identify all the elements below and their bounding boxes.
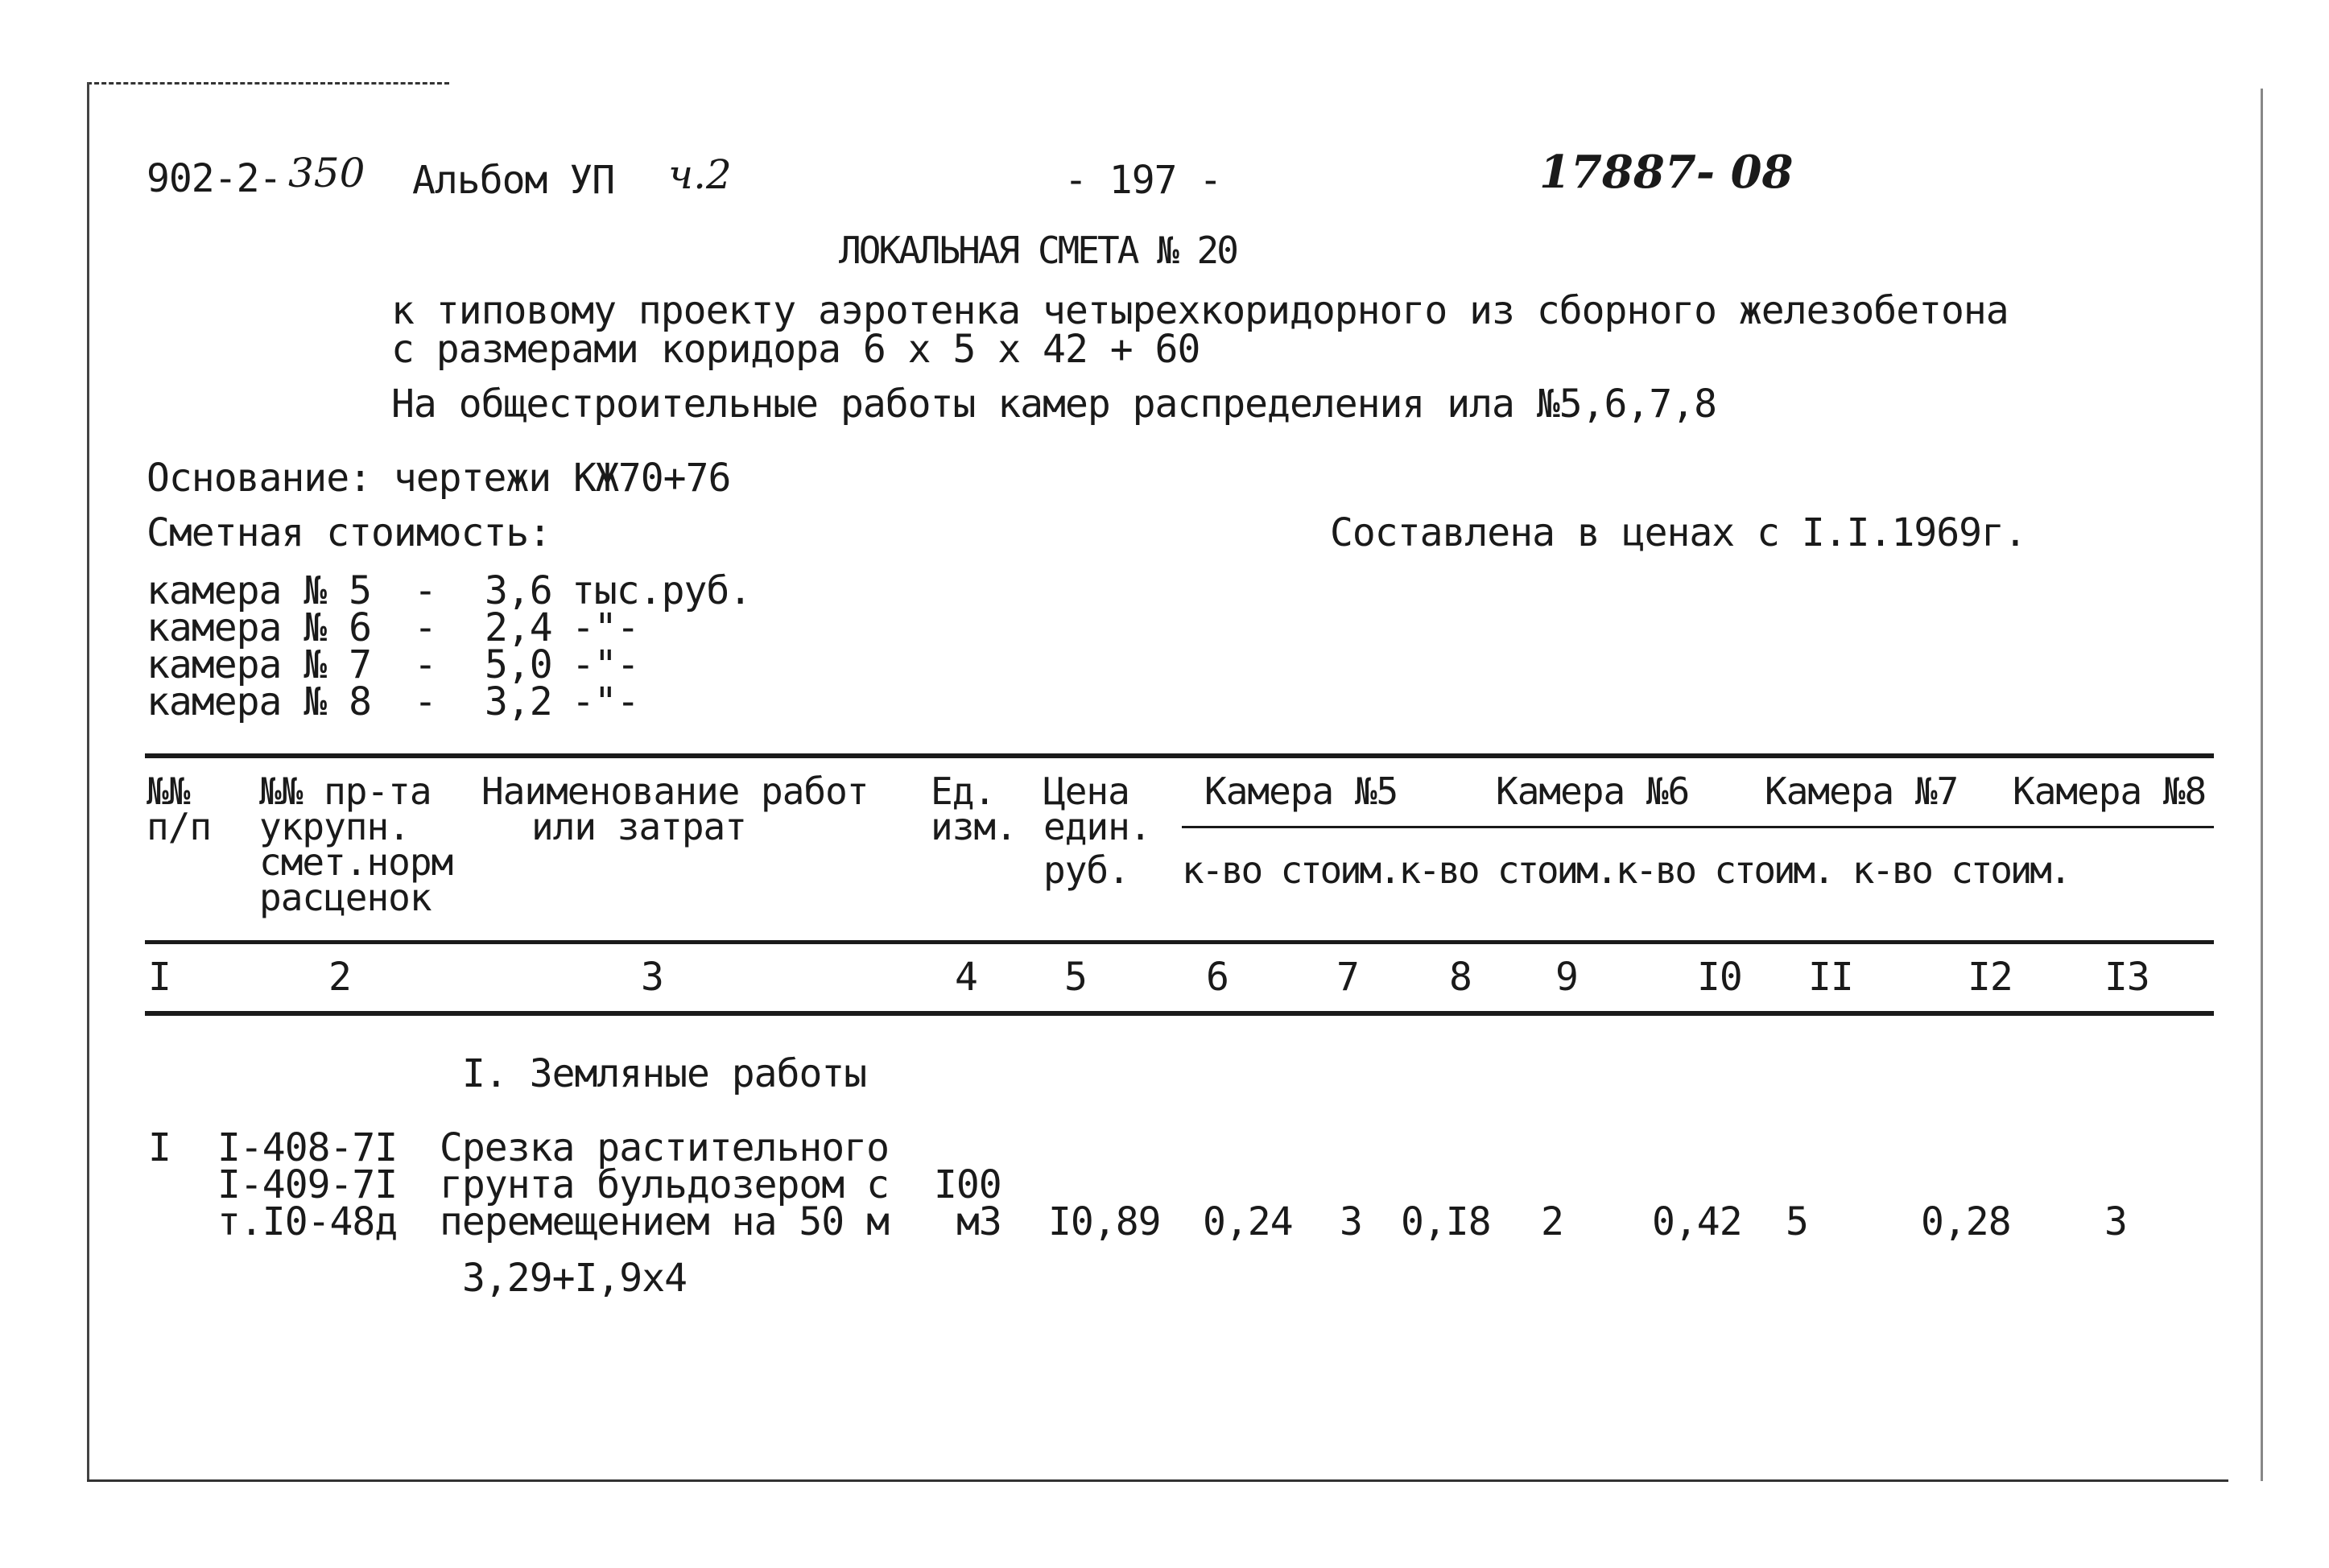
estimate-title: ЛОКАЛЬНАЯ СМЕТА № 20 [839, 229, 1237, 272]
column-number-12: I2 [1968, 955, 2013, 1000]
camera-5-unit: тыс.руб. [572, 568, 752, 613]
row-number: I [148, 1125, 171, 1170]
basis-text: Основание: чертежи КЖ70+76 [147, 456, 731, 501]
right-border [2261, 89, 2263, 1481]
camera-8-value: 3,2 [485, 679, 552, 724]
column-number-13: I3 [2104, 955, 2149, 1000]
cost-label: Сметная стоимость: [147, 510, 551, 555]
camera-6-unit: -"- [572, 605, 639, 650]
camera-6-cost: 2 [1541, 1199, 1563, 1244]
column-number-7: 7 [1336, 955, 1359, 1000]
row-calculation-note: 3,29+I,9х4 [462, 1256, 687, 1301]
doc-number-handwritten: 17887- 08 [1539, 146, 1794, 199]
column-number-6: 6 [1206, 955, 1229, 1000]
bottom-border [87, 1479, 2228, 1482]
column-number-5: 5 [1064, 955, 1087, 1000]
camera-7-value: 5,0 [485, 642, 552, 687]
header-col3-line1: Наименование работ [481, 770, 869, 813]
top-border [87, 82, 449, 85]
row-name-1: Срезка растительного [440, 1125, 889, 1170]
page-number: - 197 - [1064, 158, 1222, 203]
header-col2-line3: смет.норм [259, 840, 453, 884]
column-number-9: 9 [1555, 955, 1578, 1000]
title-line-2: с размерами коридора 6 х 5 х 42 + 60 [391, 327, 1200, 372]
header-col5-line3: руб. [1043, 848, 1129, 892]
camera-8-dash: - [414, 679, 436, 724]
camera-8-label: камера № 8 [147, 679, 371, 724]
row-unit-1: I00 [934, 1162, 1001, 1207]
column-numbers-bottom-rule [145, 1011, 2214, 1016]
table-top-rule [145, 753, 2214, 758]
camera-5-dash: - [414, 568, 436, 613]
camera-6-dash: - [414, 605, 436, 650]
header-camera-7: Камера №7 [1765, 770, 1959, 813]
row-price: I0,89 [1048, 1199, 1161, 1244]
header-camera-6: Камера №6 [1496, 770, 1690, 813]
left-border [87, 82, 89, 1481]
camera-6-quantity: 0,I8 [1401, 1199, 1491, 1244]
camera-6-value: 2,4 [485, 605, 552, 650]
camera-5-quantity: 0,24 [1203, 1199, 1293, 1244]
header-col1-line1: №№ [147, 770, 190, 813]
camera-8-cost: 3 [2104, 1199, 2127, 1244]
header-col5-line2: един. [1043, 805, 1151, 848]
doc-code-handwritten: 350 [288, 150, 365, 196]
section-title: I. Земляные работы [462, 1051, 867, 1096]
camera-5-cost: 3 [1340, 1199, 1362, 1244]
camera-7-quantity: 0,42 [1652, 1199, 1742, 1244]
header-col2-line4: расценок [259, 876, 432, 919]
row-unit-2: м3 [956, 1199, 1001, 1244]
header-qty-cost-subheader: к-во стоим.к-во стоим.к-во стоим. к-во стоим. [1182, 848, 2070, 892]
camera-5-value: 3,6 [485, 568, 552, 613]
column-number-11: II [1808, 955, 1853, 1000]
title-line-3: На общестроительные работы камер распределения ила №5,6,7,8 [391, 382, 1717, 427]
column-number-8: 8 [1449, 955, 1472, 1000]
column-number-3: 3 [641, 955, 663, 1000]
camera-8-quantity: 0,28 [1921, 1199, 2011, 1244]
row-code-3: т.I0-48д [217, 1199, 398, 1244]
camera-6-label: камера № 6 [147, 605, 371, 650]
title-line-1: к типовому проекту аэротенка четырехкоридорного из сборного железобетона [391, 288, 2009, 333]
column-number-4: 4 [955, 955, 977, 1000]
header-col3-line2: или затрат [531, 805, 746, 848]
header-col5-line1: Цена [1043, 770, 1129, 813]
album-label: Альбом УП [412, 158, 615, 203]
compiled-prices: Составлена в ценах с I.I.1969г. [1330, 510, 2026, 555]
camera-8-unit: -"- [572, 679, 639, 724]
row-code-2: I-409-7I [217, 1162, 398, 1207]
header-col4-line2: изм. [931, 805, 1017, 848]
album-part-handwritten: ч.2 [668, 151, 732, 198]
header-col4-line1: Ед. [931, 770, 996, 813]
header-col2-line1: №№ пр-та [259, 770, 432, 813]
column-number-10: I0 [1697, 955, 1742, 1000]
header-col1-line2: п/п [147, 805, 212, 848]
header-col2-line2: укрупн. [259, 805, 410, 848]
row-name-3: перемещением на 50 м [440, 1199, 889, 1244]
camera-5-label: камера № 5 [147, 568, 371, 613]
header-bottom-rule [145, 940, 2214, 944]
header-camera-8: Камера №8 [2013, 770, 2207, 813]
row-code-1: I-408-7I [217, 1125, 398, 1170]
camera-7-cost: 5 [1786, 1199, 1808, 1244]
camera-7-label: камера № 7 [147, 642, 371, 687]
row-name-2: грунта бульдозером с [440, 1162, 889, 1207]
header-camera-5: Камера №5 [1204, 770, 1398, 813]
column-number-1: I [148, 955, 171, 1000]
camera-7-dash: - [414, 642, 436, 687]
camera-7-unit: -"- [572, 642, 639, 687]
doc-code: 902-2- [147, 156, 282, 201]
column-number-2: 2 [328, 955, 351, 1000]
camera-subheader-rule [1182, 826, 2214, 828]
